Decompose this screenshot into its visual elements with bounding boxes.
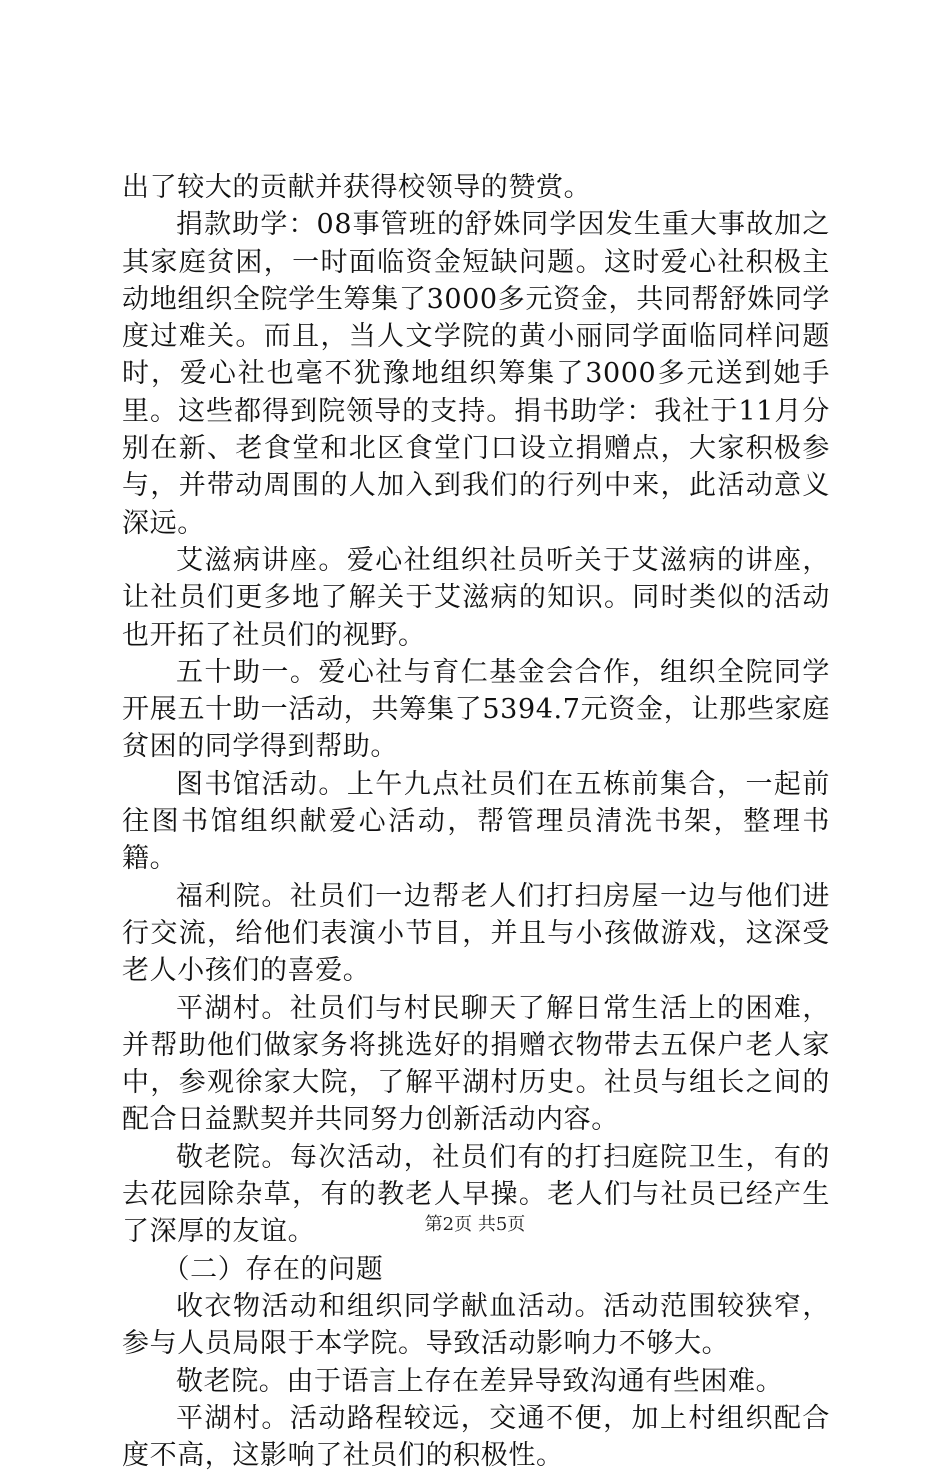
section-heading-problems: （二）存在的问题	[162, 1253, 384, 1285]
paragraph-welfare-home: 福利院。社员们一边帮老人们打扫房屋一边与他们进行交流，给他们表演小节目，并且与小孩做游戏，这深受老人小孩们的喜爱。	[122, 880, 830, 987]
body-text	[122, 169, 830, 1474]
page-footer: 第2页 共5页	[424, 1214, 526, 1235]
paragraph-library: 图书馆活动。上午九点社员们在五栋前集合，一起前往图书馆组织献爱心活动，帮管理员清洗书架，整理书籍。	[122, 768, 830, 875]
paragraph-pinghu-village: 平湖村。社员们与村民聊天了解日常生活上的困难，并帮助他们做家务将挑选好的捐赠衣物带去五保户老人家中，参观徐家大院，了解平湖村历史。社员与组长之间的配合日益默契并共同努力创新活动内容。	[122, 992, 830, 1136]
paragraph-aids-lecture: 艾滋病讲座。爱心社组织社员听关于艾滋病的讲座，让社员们更多地了解关于艾滋病的知识。同时类似的活动也开拓了社员们的视野。	[122, 544, 830, 651]
paragraph-nursing-home: 敬老院。每次活动，社员们有的打扫庭院卫生，有的去花园除杂草，有的教老人早操。老人们与社员已经产生了深厚的友谊。	[122, 1141, 830, 1248]
paragraph-continuation: 出了较大的贡献并获得校领导的赞赏。	[122, 172, 592, 203]
paragraph-problem-nursing-home: 敬老院。由于语言上存在差异导致沟通有些困难。	[176, 1365, 784, 1397]
paragraph-problem-pinghu: 平湖村。活动路程较远，交通不便，加上村组织配合度不高，这影响了社员们的积极性。	[122, 1402, 830, 1472]
paragraph-fifty-help-one: 五十助一。爱心社与育仁基金会合作，组织全院同学开展五十助一活动，共筹集了5394.7元资金，让那些家庭贫困的同学得到帮助。	[122, 656, 830, 763]
paragraph-donation: 捐款助学：08事管班的舒姝同学因发生重大事故加之其家庭贫困，一时面临资金短缺问题。这时爱心社积极主动地组织全院学生筹集了3000多元资金，共同帮舒姝同学度过难关。而且，当人文学院的黄小丽同学面临同样问题时，爱心社也毫不犹豫地组织筹集了3000多元送到她手里。这些都得到院领导的支持。捐书助学：我社于11月分别在新、老食堂和北区食堂门口设立捐赠点，大家积极参与，并带动周围的人加入到我们的行列中来，此活动意义深远。	[122, 209, 830, 539]
paragraph-problem-clothing: 收衣物活动和组织同学献血活动。活动范围较狭窄，参与人员局限于本学院。导致活动影响力不够大。	[122, 1290, 830, 1360]
